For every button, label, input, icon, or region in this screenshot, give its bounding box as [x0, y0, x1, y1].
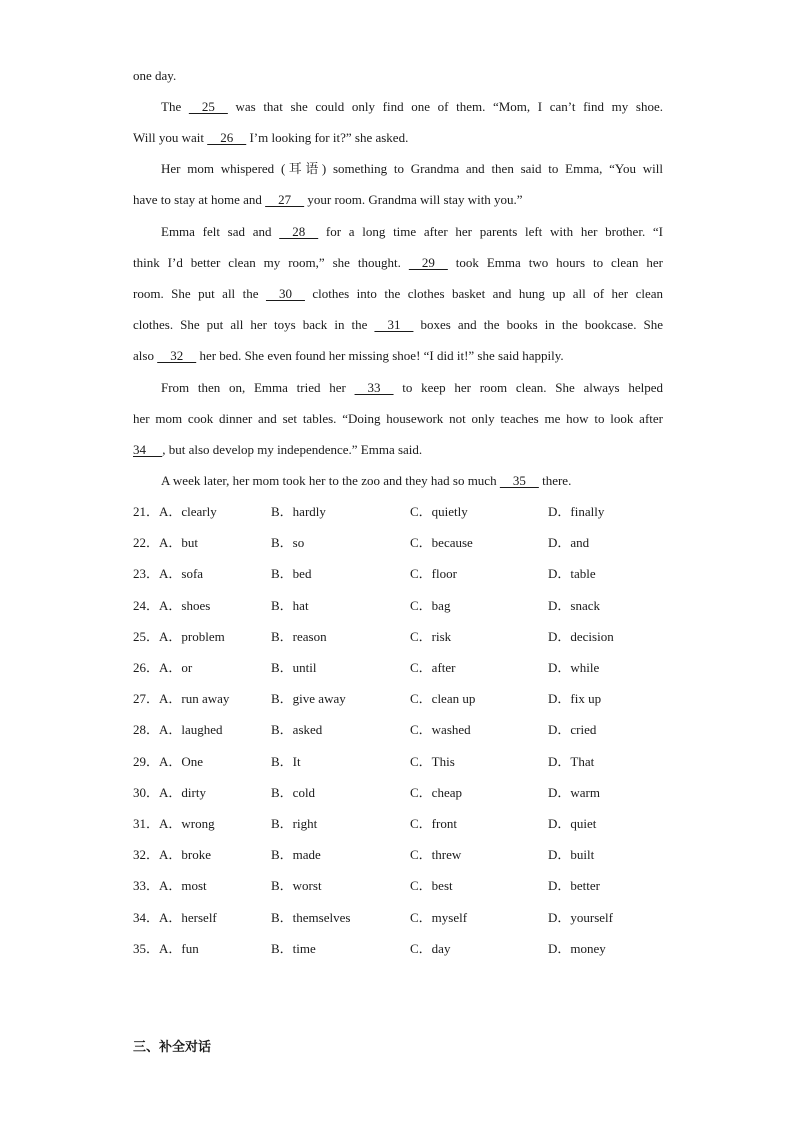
- option-row: [133, 815, 733, 833]
- option-d[interactable]: D．decision: [548, 629, 614, 644]
- option-row: [133, 940, 733, 958]
- blank-29[interactable]: 29: [408, 255, 448, 270]
- option-c[interactable]: C．best: [410, 878, 453, 893]
- option-a[interactable]: 29．A．One: [133, 754, 204, 769]
- option-d[interactable]: D．cried: [548, 722, 597, 737]
- option-b[interactable]: B．worst: [271, 878, 322, 893]
- option-d[interactable]: D．fix up: [548, 691, 602, 706]
- option-b[interactable]: B．asked: [271, 722, 323, 737]
- option-b[interactable]: B．time: [271, 941, 316, 956]
- passage-line-4: Her mom whispered (耳语) something to Grandma and then said to Emma, “You will: [161, 161, 663, 176]
- option-b[interactable]: B．It: [271, 754, 301, 769]
- option-d[interactable]: D．better: [548, 878, 600, 893]
- blank-33[interactable]: 33: [354, 380, 394, 395]
- option-a[interactable]: 30．A．dirty: [133, 785, 206, 800]
- option-row: [133, 597, 733, 615]
- option-a[interactable]: 35．A．fun: [133, 941, 199, 956]
- option-d[interactable]: D．warm: [548, 785, 600, 800]
- option-b[interactable]: B．right: [271, 816, 318, 831]
- blank-27[interactable]: 27: [265, 192, 305, 207]
- option-b[interactable]: B．give away: [271, 691, 346, 706]
- option-a[interactable]: 32．A．broke: [133, 847, 211, 862]
- option-d[interactable]: D．built: [548, 847, 595, 862]
- option-row: [133, 721, 733, 739]
- passage-line-7: think I’d better clean my room,” she thought. 29 took Emma two hours to clean her: [133, 255, 663, 270]
- blank-35[interactable]: 35: [499, 473, 539, 488]
- option-b[interactable]: B．made: [271, 847, 321, 862]
- option-row: [133, 753, 733, 771]
- option-d[interactable]: D．while: [548, 660, 600, 675]
- option-d[interactable]: D．and: [548, 535, 590, 550]
- option-row: [133, 909, 733, 927]
- blank-28[interactable]: 28: [279, 224, 319, 239]
- option-b[interactable]: B．bed: [271, 566, 312, 581]
- option-d[interactable]: D．quiet: [548, 816, 597, 831]
- option-c[interactable]: C．quietly: [410, 504, 468, 519]
- option-c[interactable]: C．front: [410, 816, 457, 831]
- passage-line-8: room. She put all the 30 clothes into the clothes basket and hung up all of her clean: [133, 286, 663, 301]
- passage-line-2: The 25 was that she could only find one of them. “Mom, I can’t find my shoe.: [161, 99, 663, 114]
- option-b[interactable]: B．hat: [271, 598, 309, 613]
- option-row: [133, 784, 733, 802]
- option-row: [133, 534, 733, 552]
- option-row: [133, 877, 733, 895]
- option-a[interactable]: 23．A．sofa: [133, 566, 204, 581]
- blank-25[interactable]: 25: [188, 99, 228, 114]
- passage-line-10: also 32 her bed. She even found her missing shoe! “I did it!” she said happily.: [133, 348, 564, 363]
- option-a[interactable]: 33．A．most: [133, 878, 207, 893]
- option-a[interactable]: 22．A．but: [133, 535, 199, 550]
- option-b[interactable]: B．so: [271, 535, 305, 550]
- option-c[interactable]: C．after: [410, 660, 456, 675]
- blank-32[interactable]: 32: [157, 348, 197, 363]
- option-b[interactable]: B．themselves: [271, 910, 351, 925]
- option-a[interactable]: 25．A．problem: [133, 629, 225, 644]
- option-c[interactable]: C．threw: [410, 847, 462, 862]
- passage-line-3: Will you wait 26 I’m looking for it?” she asked.: [133, 130, 409, 145]
- passage-line-1: one day.: [133, 68, 177, 83]
- section-heading: 三、补全对话: [133, 1040, 212, 1055]
- option-d[interactable]: D．yourself: [548, 910, 613, 925]
- blank-34[interactable]: 34: [133, 442, 163, 457]
- option-a[interactable]: 26．A．or: [133, 660, 193, 675]
- option-row: [133, 565, 733, 583]
- option-c[interactable]: C．bag: [410, 598, 451, 613]
- option-row: [133, 659, 733, 677]
- passage-line-9: clothes. She put all her toys back in the 31 boxes and the books in the bookcase. She: [133, 317, 663, 332]
- option-d[interactable]: D．money: [548, 941, 606, 956]
- option-row: [133, 846, 733, 864]
- option-a[interactable]: 24．A．shoes: [133, 598, 211, 613]
- option-a[interactable]: 34．A．herself: [133, 910, 217, 925]
- option-a[interactable]: 28．A．laughed: [133, 722, 223, 737]
- option-c[interactable]: C．risk: [410, 629, 452, 644]
- passage-line-11: From then on, Emma tried her 33 to keep her room clean. She always helped: [161, 380, 663, 395]
- passage-line-12: her mom cook dinner and set tables. “Doing housework not only teaches me how to look after: [133, 411, 663, 426]
- option-b[interactable]: B．hardly: [271, 504, 326, 519]
- option-row: [133, 628, 733, 646]
- option-d[interactable]: D．snack: [548, 598, 600, 613]
- option-c[interactable]: C．day: [410, 941, 451, 956]
- option-b[interactable]: B．until: [271, 660, 317, 675]
- option-a[interactable]: 31．A．wrong: [133, 816, 215, 831]
- option-b[interactable]: B．cold: [271, 785, 316, 800]
- option-c[interactable]: C．because: [410, 535, 473, 550]
- option-c[interactable]: C．floor: [410, 566, 457, 581]
- passage-line-6: Emma felt sad and 28 for a long time after her parents left with her brother. “I: [161, 224, 663, 239]
- option-b[interactable]: B．reason: [271, 629, 327, 644]
- option-a[interactable]: 27．A．run away: [133, 691, 230, 706]
- option-d[interactable]: D．table: [548, 566, 596, 581]
- option-c[interactable]: C．cheap: [410, 785, 462, 800]
- option-d[interactable]: D．finally: [548, 504, 605, 519]
- option-d[interactable]: D．That: [548, 754, 595, 769]
- passage-line-13: 34 , but also develop my independence.” Emma said.: [133, 442, 423, 457]
- blank-26[interactable]: 26: [207, 130, 247, 145]
- blank-30[interactable]: 30: [265, 286, 305, 301]
- option-c[interactable]: C．This: [410, 754, 455, 769]
- option-a[interactable]: 21．A．clearly: [133, 504, 217, 519]
- blank-31[interactable]: 31: [374, 317, 414, 332]
- passage-line-5: have to stay at home and 27 your room. Grandma will stay with you.”: [133, 192, 523, 207]
- passage-line-14: A week later, her mom took her to the zoo and they had so much 35 there.: [161, 473, 572, 488]
- option-row: [133, 503, 733, 521]
- option-c[interactable]: C．washed: [410, 722, 471, 737]
- option-row: [133, 690, 733, 708]
- option-c[interactable]: C．myself: [410, 910, 468, 925]
- option-c[interactable]: C．clean up: [410, 691, 476, 706]
